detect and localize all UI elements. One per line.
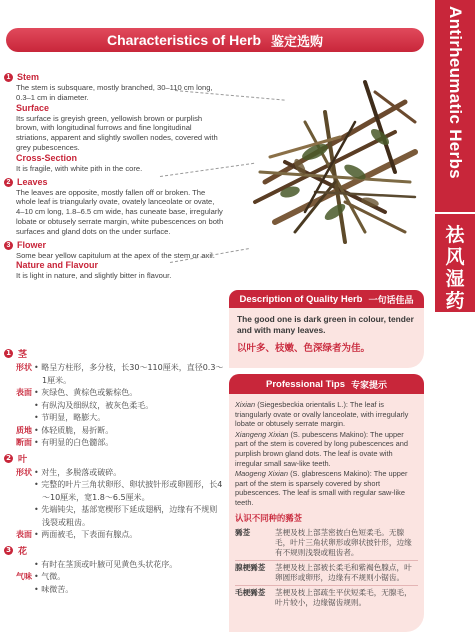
subsection-heading: Nature and Flavour — [16, 260, 99, 271]
herb-photo — [245, 62, 425, 262]
banner-title-english: Characteristics of Herb — [106, 32, 262, 48]
compare-title: 认识不同种的豨莶 — [235, 512, 302, 523]
cn-row — [4, 467, 224, 530]
species-description: 茎梗及枝上部被长柔毛和紫褐色腺点，叶卵圆形或卵形，边缘有不规则小锯齿。 — [275, 562, 412, 582]
section-number: 2 — [4, 454, 13, 463]
section-text: The stem is subsquare, mostly branched, 30–110 cm long, 0.3–1 cm in diameter. — [16, 83, 213, 102]
subsection-text: It is fragile, with white pith in the core. — [16, 163, 143, 173]
cn-row — [4, 571, 224, 596]
side-tab-chinese — [435, 212, 475, 312]
section-heading: Stem — [17, 72, 40, 82]
cn-section-heading — [4, 452, 224, 465]
cn-row — [4, 529, 224, 542]
tips-title-english: Professional Tips — [265, 378, 345, 390]
cn-section-heading — [4, 347, 224, 360]
cn-section-title: 花 — [18, 546, 28, 557]
quality-text-chinese: 以叶多、枝嫩、色深绿者为佳。 — [237, 343, 371, 354]
english-characteristics — [4, 72, 224, 284]
chinese-characteristics — [4, 345, 224, 596]
professional-tips-header — [229, 374, 424, 394]
section-text: The leaves are opposite, mostly fallen off or broken. The whole leaf is triangularly ovate, ovately lanceolate or ovate, 4–10 cm long, 1.8–6.5 cm wide, has cuneate base, irregularly lobate or obtusely serrate margin, white pubescences on both surfaces and gland dots on the under surface. — [16, 187, 224, 236]
page-banner — [6, 28, 424, 52]
section-number: 2 — [4, 178, 13, 187]
species-name: 毛梗豨莶 — [235, 587, 266, 597]
species-comparison — [235, 526, 418, 610]
professional-tips-box — [229, 394, 424, 632]
cn-row-label: 表面 — [16, 388, 32, 397]
comparison-row — [235, 585, 418, 610]
subsection-text: Its surface is greyish green, yellowish brown or purplish brown, with longitudinal furrows and fine longitudinal striations, apparent and slightly swollen nodes, covered with grey pubescences. — [16, 113, 218, 152]
quality-title-chinese: 一句话佳品 — [368, 295, 414, 306]
side-title-english: Antirheumatic Herbs — [446, 6, 465, 179]
side-tab-english — [435, 0, 475, 212]
quality-herb-box — [229, 308, 424, 368]
cn-row-label: 气味 — [16, 572, 32, 581]
section-leaves — [4, 177, 224, 237]
comparison-row — [235, 560, 418, 585]
quality-herb-header — [229, 290, 424, 308]
section-stem — [4, 72, 224, 174]
cn-section-title: 茎 — [18, 350, 28, 360]
species-name: 豨莶 — [235, 527, 251, 537]
cn-row-label: 形状 — [16, 363, 32, 372]
subsection-text: It is light in nature, and slightly bitter in flavour. — [16, 271, 172, 281]
banner-title-chinese: 鉴定选购 — [271, 34, 324, 50]
comparison-row — [235, 526, 418, 560]
species-description: 茎梗及枝上部疏生平伏短柔毛，无腺毛，叶片较小，边缘锯齿规则。 — [275, 587, 412, 607]
cn-row — [4, 362, 224, 387]
cn-row-line: • 节明显，略膨大。 — [34, 412, 224, 425]
dried-herb-image — [245, 62, 425, 262]
species-name: 腺梗豨莶 — [235, 562, 266, 572]
cn-row-label: 表面 — [16, 530, 32, 539]
section-number: 3 — [4, 546, 13, 555]
cn-row — [4, 425, 224, 438]
cn-row-line: • 两面被毛，下表面有腺点。 — [34, 529, 224, 542]
section-number: 1 — [4, 73, 13, 82]
quality-text-english: The good one is dark green in colour, tender and with many leaves. — [237, 314, 414, 335]
subsection-heading: Surface — [16, 102, 50, 113]
cn-row-line: • 有纵沟及细纵纹，被灰色柔毛。 — [34, 400, 224, 413]
species-description: 茎梗及枝上部茎密披白色短柔毛。无腺毛，叶片三角状卵形或卵状披针形，边缘有不规则浅裂或粗齿者。 — [275, 527, 412, 557]
tip-description: (S. glabrescens Makino): The upper part of the stem is sparsely covered by short pubescences. The leaf is small with regular saw-like teeth. — [235, 469, 408, 507]
cn-row-line: • 味微苦。 — [34, 584, 224, 597]
quality-title-english: Description of Quality Herb — [239, 293, 363, 305]
cn-section-title: 叶 — [18, 454, 28, 465]
cn-row-line: • 灰绿色、黄棕色或紫棕色。 — [34, 387, 224, 400]
section-heading: Leaves — [17, 176, 48, 187]
cn-section-heading — [4, 544, 224, 557]
cn-row-line: • 气微。 — [34, 571, 224, 584]
tip-description: (S. pubescens Makino): The upper part of the stem is covered by long pubescences and purplish brown gland dots. The leaf is ovate with irregular small saw-like teeth. — [235, 429, 408, 468]
cn-row-line: • 完整的叶片三角状卵形、卵状披针形或卵圆形，长4～10厘米，宽1.8～6.5厘米。 — [34, 479, 224, 504]
section-text: Some bear yellow capitulum at the apex of the stem or axil. — [16, 250, 215, 260]
section-heading: Flower — [17, 239, 47, 250]
tip-description: (Siegesbeckia orientalis L.): The leaf is triangularly ovate or ovally lanceolate, with irregularly lobate or obtusely serrate margin. — [235, 400, 409, 429]
side-title-chinese: 祛风湿药 — [445, 224, 465, 312]
subsection-heading: Cross-Section — [16, 152, 78, 163]
section-number: 3 — [4, 241, 13, 250]
cn-row-line: • 略呈方柱形，多分枝，长30～110厘米，直径0.3～1厘米。 — [34, 362, 224, 387]
cn-row-line: • 体轻质脆，易折断。 — [34, 425, 224, 438]
cn-row — [4, 559, 224, 572]
section-flower — [4, 240, 224, 282]
tip-herb-name: Xixian — [235, 400, 256, 409]
cn-row-label: 形状 — [16, 467, 32, 477]
cn-row-label: 断面 — [16, 438, 32, 447]
cn-row-label — [4, 559, 34, 572]
tip-item — [235, 430, 418, 468]
tip-herb-name: Xiangeng Xixian — [235, 429, 289, 439]
tips-title-chinese: 专家提示 — [351, 380, 388, 391]
cn-row — [4, 437, 224, 450]
cn-row-line: • 有明显的白色髓部。 — [34, 437, 224, 450]
tip-herb-name: Maogeng Xixian — [235, 469, 289, 479]
cn-row — [4, 387, 224, 425]
cn-row-line: • 先端钝尖，基部宽楔形下延成翅柄，边缘有不规则浅裂或粗齿。 — [34, 504, 224, 529]
cn-row-label: 质地 — [16, 425, 32, 435]
tip-item — [235, 400, 418, 429]
section-number: 1 — [4, 349, 13, 358]
cn-row-line: • 对生，多脱落或破碎。 — [34, 467, 224, 480]
tip-item — [235, 469, 418, 507]
cn-row-line: • 有时在茎顶或叶腋可见黄色头状花序。 — [34, 559, 224, 572]
